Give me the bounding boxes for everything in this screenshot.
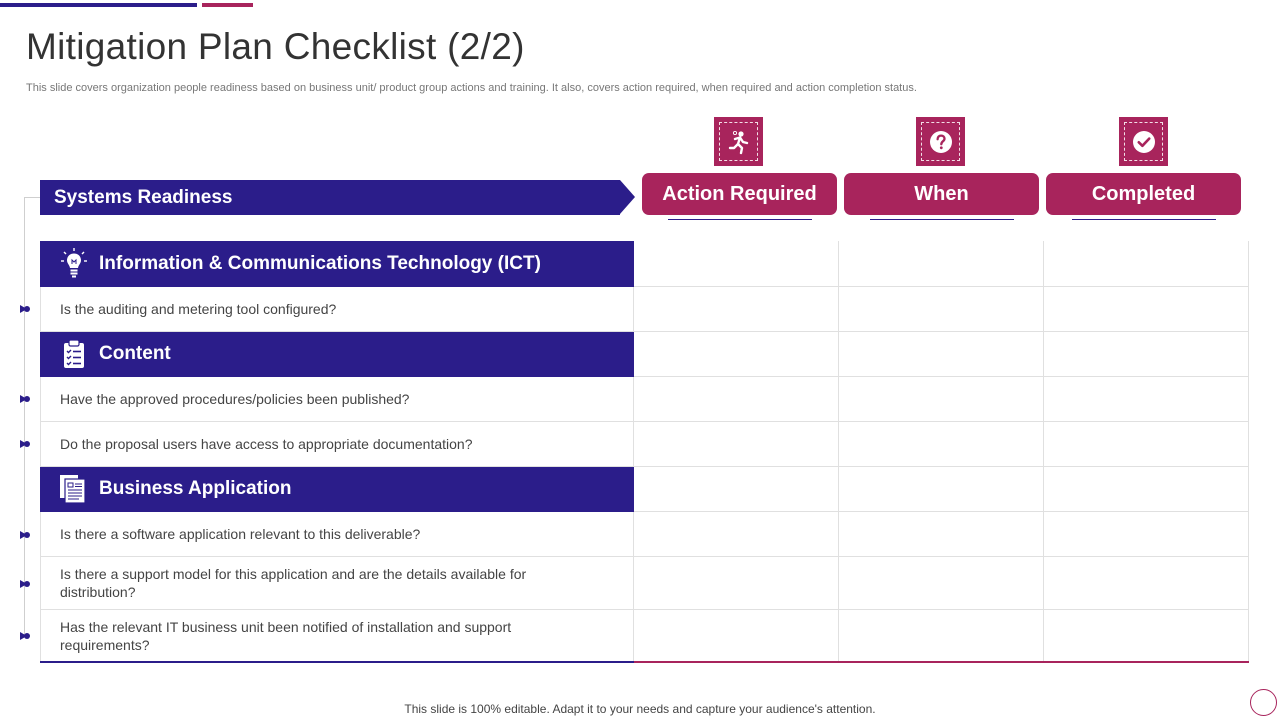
completed-cell (1044, 467, 1249, 512)
question-row (40, 287, 1249, 332)
connector-line (24, 197, 25, 637)
top-accent-bar-navy (0, 3, 197, 7)
page-title: Mitigation Plan Checklist (2/2) (26, 26, 525, 67)
column-underline (870, 219, 1014, 220)
bullet-arrow-icon (19, 577, 33, 591)
bullet-arrow-icon (19, 437, 33, 451)
category-cell (40, 241, 634, 287)
when-cell (839, 377, 1044, 422)
question-cell (40, 287, 634, 332)
page-subtitle: This slide covers organization people readiness based on business unit/ product group actions and training. It also, covers action required, when required and action completion status. (26, 82, 917, 94)
action-required-cell (634, 241, 839, 287)
question-row (40, 610, 1249, 662)
bullet-arrow-icon (19, 392, 33, 406)
when-cell (839, 287, 1044, 332)
footer-note: This slide is 100% editable. Adapt it to your needs and capture your audience's attention. (404, 702, 876, 716)
connector-line-top (24, 197, 40, 198)
when-icon-box (916, 117, 965, 166)
question-cell (40, 377, 634, 422)
question-cell (40, 610, 634, 662)
category-label: Business Application (99, 478, 292, 499)
table-bottom-line (40, 661, 634, 663)
question-row (40, 377, 1249, 422)
question-text: Has the relevant IT business unit been notified of installation and support requirements? (60, 618, 512, 653)
bullet-arrow-icon (19, 629, 33, 643)
completed-icon-box (1119, 117, 1168, 166)
category-cell (40, 332, 634, 377)
question-cell (40, 422, 634, 467)
question-row (40, 422, 1249, 467)
question-text: Do the proposal users have access to appropriate documentation? (60, 436, 473, 452)
completed-cell (1044, 377, 1249, 422)
when-cell (839, 512, 1044, 557)
when-cell (839, 422, 1044, 467)
lightbulb-icon (60, 247, 88, 281)
action-required-cell (634, 610, 839, 662)
question-row (40, 557, 1249, 610)
action-required-cell (634, 467, 839, 512)
section-header-arrow (620, 180, 635, 214)
table-bottom-line (634, 661, 1249, 663)
when-cell (839, 610, 1044, 662)
question-cell (40, 557, 634, 610)
when-cell (839, 332, 1044, 377)
action-required-cell (634, 287, 839, 332)
column-underline (668, 219, 812, 220)
completed-cell (1044, 287, 1249, 332)
question-text: Is there a software application relevant to this deliverable? (60, 526, 421, 542)
completed-cell (1044, 332, 1249, 377)
category-row (40, 332, 1249, 377)
question-row (40, 512, 1249, 557)
question-text: Have the approved procedures/policies been published? (60, 391, 410, 407)
when-cell (839, 557, 1044, 610)
completed-cell (1044, 241, 1249, 287)
action-required-cell (634, 557, 839, 610)
corner-circle-decoration (1250, 689, 1277, 716)
checkmark-icon (1132, 130, 1156, 154)
column-header-action-required: Action Required (642, 173, 837, 215)
document-icon (59, 474, 89, 504)
column-underline (1072, 219, 1216, 220)
question-mark-icon (929, 130, 953, 154)
question-text: Is there a support model for this application and are the details available for distribution? (60, 566, 527, 600)
top-accent-bar-pink (202, 3, 253, 7)
when-cell (839, 467, 1044, 512)
clipboard-icon (62, 339, 86, 369)
category-cell (40, 467, 634, 512)
question-text: Is the auditing and metering tool configured? (60, 301, 337, 317)
category-row (40, 241, 1249, 287)
completed-cell (1044, 512, 1249, 557)
running-person-icon (726, 129, 752, 155)
column-header-completed: Completed (1046, 173, 1241, 215)
action-required-cell (634, 377, 839, 422)
bullet-arrow-icon (19, 302, 33, 316)
category-row (40, 467, 1249, 512)
when-cell (839, 241, 1044, 287)
completed-cell (1044, 557, 1249, 610)
column-header-when: When (844, 173, 1039, 215)
action-required-icon-box (714, 117, 763, 166)
section-header: Systems Readiness (40, 180, 620, 215)
category-label: Content (99, 343, 171, 364)
bullet-arrow-icon (19, 528, 33, 542)
action-required-cell (634, 512, 839, 557)
completed-cell (1044, 422, 1249, 467)
question-cell (40, 512, 634, 557)
completed-cell (1044, 610, 1249, 662)
action-required-cell (634, 332, 839, 377)
action-required-cell (634, 422, 839, 467)
category-label: Information & Communications Technology (ICT) (99, 252, 541, 274)
